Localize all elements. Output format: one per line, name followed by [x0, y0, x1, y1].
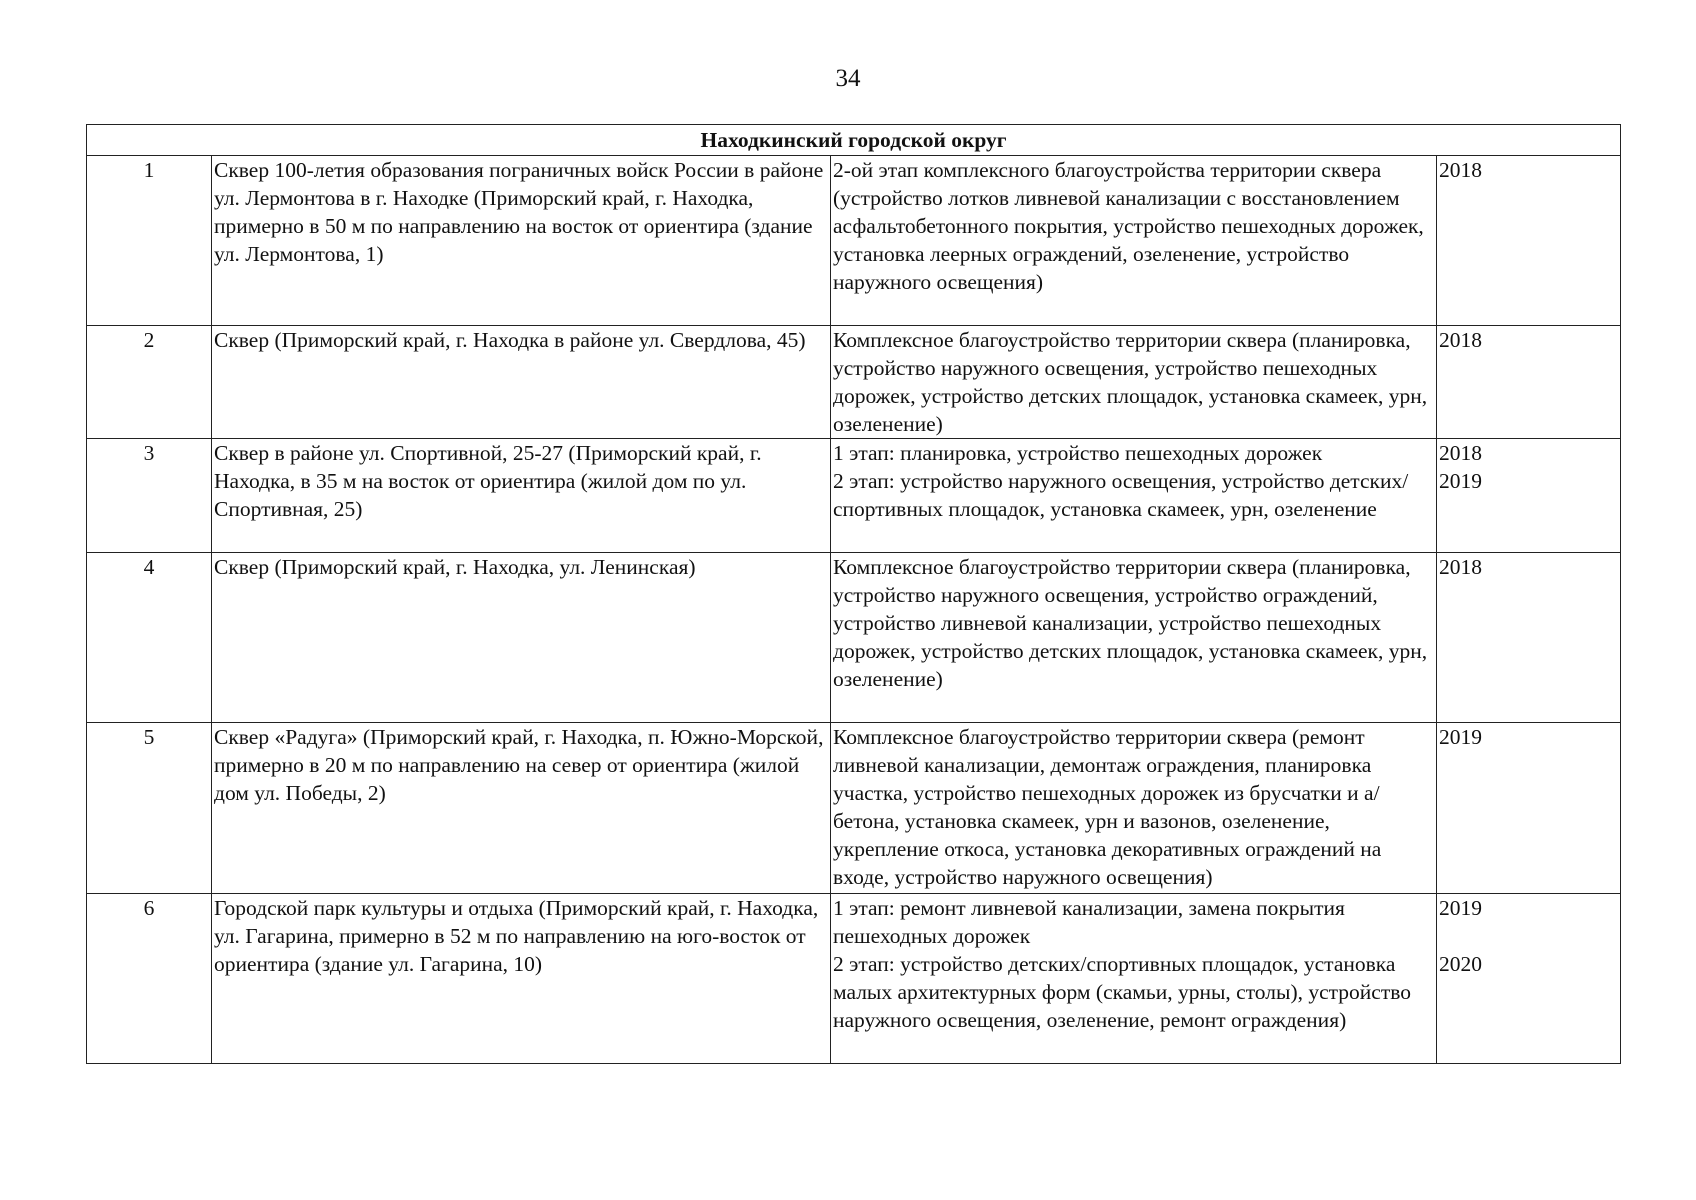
section-title: Находкинский городской округ: [87, 125, 1621, 156]
object-name: Сквер 100-летия образования пограничных войск России в районе ул. Лермонтова в г. Находке (Приморский край, г. Находка, примерно в 50 м по направлению на восток от ориентира (здание ул. Лермонтова, 1): [212, 156, 831, 326]
year-value: 2020: [1439, 952, 1482, 976]
year-cell: [1437, 553, 1621, 723]
table-row: [87, 156, 1621, 326]
row-number: 5: [87, 723, 212, 894]
year-cell: [1437, 326, 1621, 439]
year-value: 2018: [1439, 555, 1482, 579]
year-cell: [1437, 723, 1621, 894]
table-row: [87, 553, 1621, 723]
object-name: Городской парк культуры и отдыха (Приморский край, г. Находка, ул. Гагарина, примерно в 52 м по направлению на юго-восток от ориентира (здание ул. Гагарина, 10): [212, 894, 831, 1064]
year-cell: [1437, 894, 1621, 1064]
work-item: Комплексное благоустройство территории сквера (планировка, устройство наружного освещения, устройство ограждений, устройство ливневой канализации, устройство пешеходных дорожек, устройство детских площадок, установка скамеек, урн, озеленение): [833, 555, 1428, 691]
work-stage-2: 2 этап: устройство детских/спортивных площадок, установка малых архитектурных форм (скамьи, урны, столы), устройство наружного освещения, озеленение, ремонт ограждения): [833, 952, 1412, 1032]
row-number: 3: [87, 439, 212, 553]
improvement-objects-table: [86, 124, 1621, 1064]
row-number: 6: [87, 894, 212, 1064]
works-cell: [831, 156, 1437, 326]
works-cell: [831, 894, 1437, 1064]
work-stage-2: 2 этап: устройство наружного освещения, устройство детских/спортивных площадок, установка скамеек, урн, озеленение: [833, 469, 1409, 521]
work-item: Комплексное благоустройство территории сквера (планировка, устройство наружного освещения, устройство пешеходных дорожек, устройство детских площадок, установка скамеек, урн, озеленение): [833, 328, 1428, 436]
work-stage-1: 1 этап: ремонт ливневой канализации, замена покрытия пешеходных дорожек: [833, 896, 1345, 948]
table-row: [87, 723, 1621, 894]
row-number: 1: [87, 156, 212, 326]
row-number: 4: [87, 553, 212, 723]
work-item: Комплексное благоустройство территории сквера (ремонт ливневой канализации, демонтаж ограждения, планировка участка, устройство пешеходных дорожек из брусчатки и а/бетона, установка скамеек, урн и вазонов, озеленение, укрепление откоса, установка декоративных ограждений на входе, устройство наружного освещения): [833, 725, 1382, 889]
section-header-row: [87, 125, 1621, 156]
table-row: [87, 326, 1621, 439]
work-stage-1: 1 этап: планировка, устройство пешеходных дорожек: [833, 441, 1323, 465]
year-cell: [1437, 156, 1621, 326]
row-number: 2: [87, 326, 212, 439]
year-value: 2018: [1439, 328, 1482, 352]
year-spacer: [1439, 922, 1618, 950]
table-row: [87, 439, 1621, 553]
works-cell: [831, 326, 1437, 439]
year-value: 2018: [1439, 441, 1482, 465]
year-value: 2018: [1439, 158, 1482, 182]
year-value: 2019: [1439, 896, 1482, 920]
works-cell: [831, 723, 1437, 894]
year-value: 2019: [1439, 725, 1482, 749]
work-item: 2-ой этап комплексного благоустройства территории сквера (устройство лотков ливневой канализации с восстановлением асфальтобетонного покрытия, устройство пешеходных дорожек, установка леерных ограждений, озеленение, устройство наружного освещения): [833, 158, 1424, 294]
works-cell: [831, 439, 1437, 553]
page-number: 34: [835, 65, 861, 92]
table-row: [87, 894, 1621, 1064]
year-value: 2019: [1439, 469, 1482, 493]
object-name: Сквер (Приморский край, г. Находка в районе ул. Свердлова, 45): [212, 326, 831, 439]
object-name: Сквер в районе ул. Спортивной, 25-27 (Приморский край, г. Находка, в 35 м на восток от ориентира (жилой дом по ул. Спортивная, 25): [212, 439, 831, 553]
year-cell: [1437, 439, 1621, 553]
object-name: Сквер (Приморский край, г. Находка, ул. Ленинская): [212, 553, 831, 723]
works-cell: [831, 553, 1437, 723]
object-name: Сквер «Радуга» (Приморский край, г. Находка, п. Южно-Морской, примерно в 20 м по направлению на север от ориентира (жилой дом ул. Победы, 2): [212, 723, 831, 894]
